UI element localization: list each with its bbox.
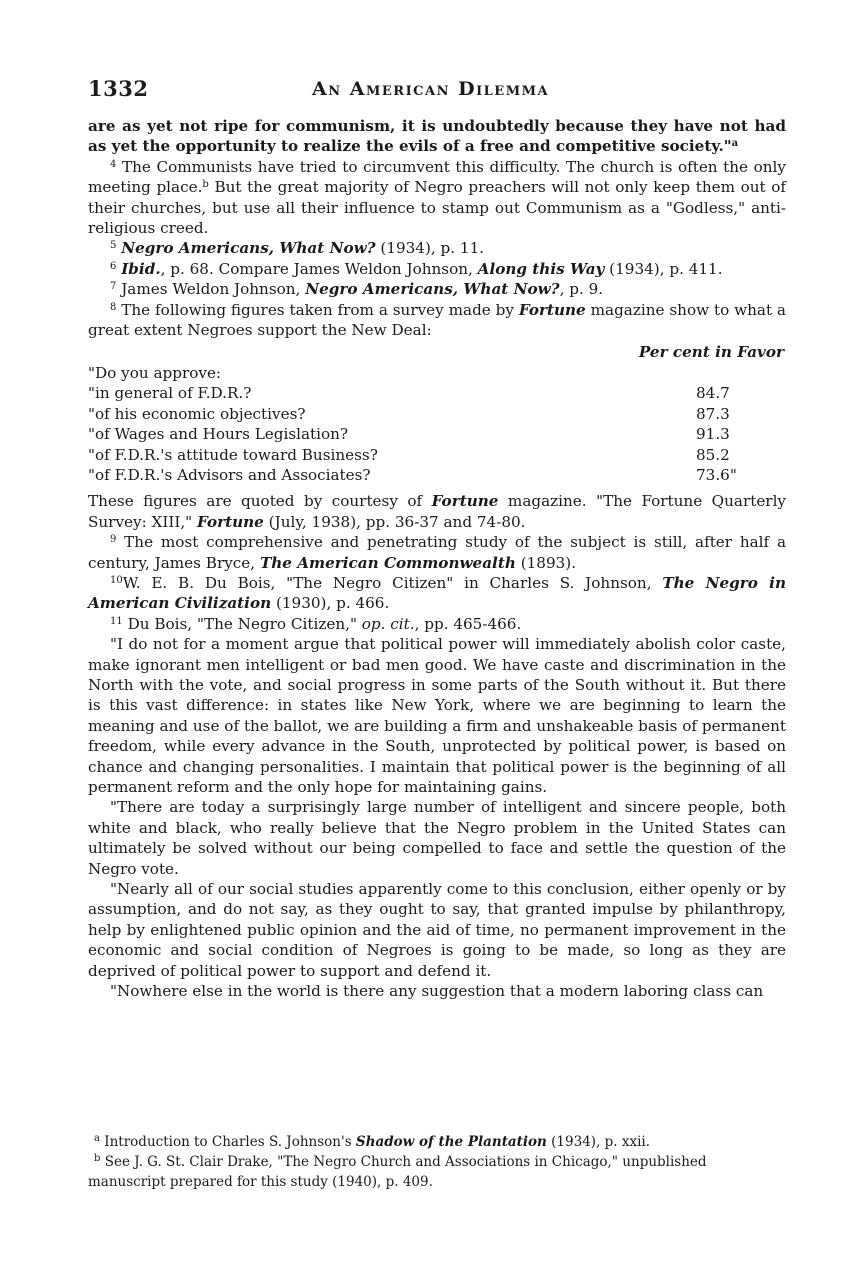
page-number: 1332 [88, 76, 149, 101]
paragraph: are as yet not ripe for communism, it is undoubtedly because they have not had as yet the opportunity to realize the evils of a free and competitive society."$^a$ [88, 117, 786, 156]
running-title: An American Dilemma [312, 78, 550, 100]
survey-row: "of his economic objectives? 87.3 [88, 404, 730, 423]
bottom-footnote-a: $^a$ Introduction to Charles S. Johnson's Shadow of the Plantation (1934), p. xxii. [94, 1133, 651, 1150]
survey-source: These figures are quoted by courtesy of Fortune magazine. "The Fortune Quarterly Survey: XIII," Fortune (July, 1938), pp. 36-37 and 74-80. [88, 492, 787, 531]
bottom-footnote-b: $^b$ See J. G. St. Clair Drake, "The Negro Church and Associations in Chicago," unpublished manuscript prepared for this study (1940), p. 409. [88, 1153, 707, 1190]
survey-row: "of Wages and Hours Legislation? 91.3 [88, 425, 730, 444]
survey-table [88, 342, 786, 485]
survey-row: "of F.D.R.'s attitude toward Business? 85.2 [88, 445, 730, 464]
footnote-5: $^5$ Negro Americans, What Now? (1934), p. 11. [110, 239, 485, 258]
footnote-6: $^6$ Ibid., p. 68. Compare James Weldon Johnson, Along this Way (1934), p. 411. [110, 259, 723, 278]
quote-paragraph: "I do not for a moment argue that political power will immediately abolish color caste, make ignorant men intelligent or bad men good. We have caste and discrimination in the North with the vote, and social progress in some parts of the South without it. But there is this vast difference: in states like New York, where we are beginning to learn the meaning and use of the ballot, we are building a firm and unshakeable basis of permanent freedom, while every advance in the South, unprotected by political power, is based on chance and changing personalities. I maintain that political power is the beginning of all permanent reform and the only hope for maintaining gains. [88, 635, 786, 796]
bottom-footnotes [88, 1132, 786, 1192]
quote-paragraph: "Nearly all of our social studies apparently come to this conclusion, either openly or by assumption, and do not say, as they ought to say, that granted impulse by philanthropy, help by enlightened public opinion and the aid of time, no permanent improvement in the economic and social condition of Negroes is going to be made, so long as they are deprived of political power to support and defend it. [88, 880, 786, 980]
survey-row: "in general of F.D.R.? 84.7 [88, 384, 730, 403]
page-body [88, 116, 786, 1001]
footnote-4: $^4$ The Communists have tried to circumvent this difficulty. The church is often the only meeting place.$^b$ But the great majority of Negro preachers will not only keep them out of their churches, but use all their influence to stamp out Communism as a "Godless," anti-religious creed. [88, 157, 787, 238]
survey-row: "of F.D.R.'s Advisors and Associates? 73.6" [88, 465, 737, 484]
footnote-10: $^{10}$W. E. B. Du Bois, "The Negro Citizen" in Charles S. Johnson, The Negro in American Civilization (1930), p. 466. [88, 573, 786, 613]
page-header [88, 76, 786, 106]
survey-column-header: Per cent in Favor [638, 343, 784, 362]
footnote-8: $^8$ The following figures taken from a survey made by Fortune magazine show to what a great extent Negroes support the New Deal: [88, 300, 786, 340]
survey-lead: "Do you approve: [88, 363, 222, 382]
footnote-9: $^9$ The most comprehensive and penetrating study of the subject is still, after half a century, James Bryce, The American Commonwealth (1893). [88, 533, 786, 572]
quote-paragraph: "There are today a surprisingly large number of intelligent and sincere people, both white and black, who really believe that the Negro problem in the United States can ultimately be solved without our being compelled to face and settle the question of the Negro vote. [88, 798, 786, 878]
page [88, 76, 786, 1001]
footnote-7: $^7$ James Weldon Johnson, Negro Americans, What Now?, p. 9. [110, 280, 604, 299]
footnote-11: $^{11}$ Du Bois, "The Negro Citizen," op. cit., pp. 465-466. [110, 614, 522, 633]
quote-paragraph: "Nowhere else in the world is there any suggestion that a modern laboring class can [110, 982, 764, 1001]
